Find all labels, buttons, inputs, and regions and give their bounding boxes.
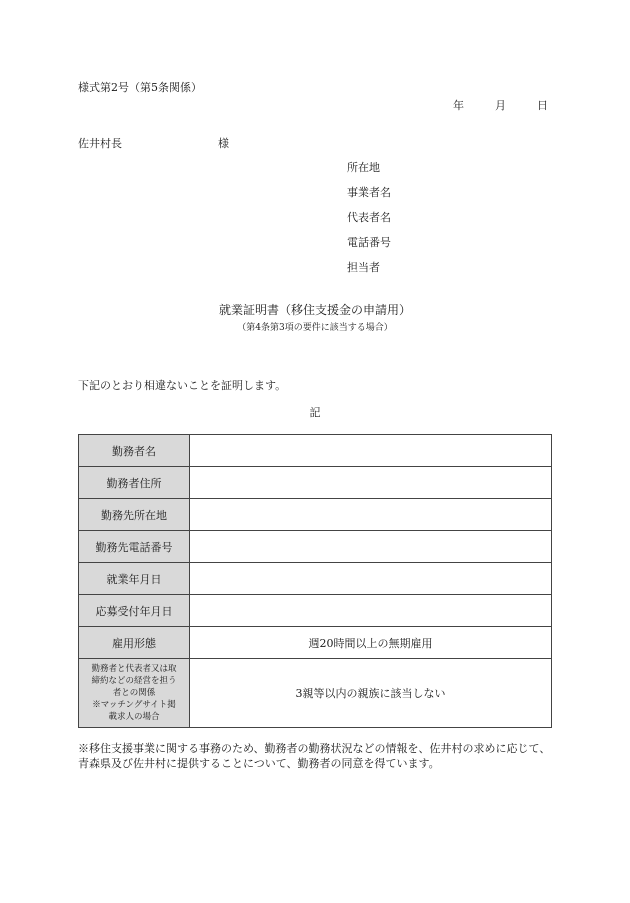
applicant-field-contact: 担当者: [347, 261, 380, 274]
row-label-worker-address: 勤務者住所: [79, 467, 190, 499]
row-value-worker-address: [190, 467, 552, 499]
applicant-field-address: 所在地: [347, 161, 380, 174]
addressee-honorific: 様: [218, 137, 229, 150]
row-value-workplace-phone: [190, 531, 552, 563]
row-value-worker-name: [190, 435, 552, 467]
row-label-workplace-location: 勤務先所在地: [79, 499, 190, 531]
row-label-application-date: 応募受付年月日: [79, 595, 190, 627]
date-month-label: 月: [495, 99, 506, 112]
certify-statement: 下記のとおり相違ないことを証明します。: [78, 379, 287, 392]
applicant-field-business-name: 事業者名: [347, 186, 391, 199]
row-label-worker-name: 勤務者名: [79, 435, 190, 467]
document-title: 就業証明書（移住支援金の申請用）: [218, 303, 411, 317]
relationship-label-line: ※マッチングサイト掲: [92, 700, 176, 710]
date-line: [453, 99, 548, 113]
applicant-field-phone: 電話番号: [347, 236, 391, 249]
row-label-relationship: [79, 659, 190, 728]
date-day-label: 日: [537, 99, 548, 112]
row-value-relationship: 3親等以内の親族に該当しない: [190, 659, 552, 728]
ki-heading: 記: [309, 406, 321, 419]
row-value-employment-date: [190, 563, 552, 595]
table-row: [79, 563, 552, 595]
date-year-label: 年: [453, 99, 464, 112]
document-subtitle: （第4条第3項の要件に該当する場合）: [237, 323, 393, 333]
addressee-name: 佐井村長: [78, 137, 122, 150]
relationship-label-line: 者との関係: [112, 688, 156, 698]
table-row: [79, 499, 552, 531]
row-label-employment-date: 就業年月日: [79, 563, 190, 595]
table-row: [79, 595, 552, 627]
certificate-table: [78, 434, 552, 728]
relationship-label-line: 載求人の場合: [108, 712, 160, 722]
table-row: [79, 435, 552, 467]
relationship-label-line: 勤務者と代表者又は取: [91, 664, 177, 674]
table-row: [79, 531, 552, 563]
row-label-workplace-phone: 勤務先電話番号: [79, 531, 190, 563]
row-value-employment-type: 週20時間以上の無期雇用: [190, 627, 552, 659]
applicant-field-representative: 代表者名: [347, 211, 391, 224]
addressee: [78, 137, 229, 151]
relationship-label-line: 締約などの経営を担う: [91, 676, 177, 686]
consent-footnote: ※移住支援事業に関する事務のため、勤務者の勤務状況などの情報を、佐井村の求めに応じて、青森県及び佐井村に提供することについて、勤務者の同意を得ています。: [78, 742, 551, 770]
table-row: [79, 627, 552, 659]
table-row: [79, 659, 552, 728]
row-value-application-date: [190, 595, 552, 627]
row-label-employment-type: 雇用形態: [79, 627, 190, 659]
row-value-workplace-location: [190, 499, 552, 531]
form-number: 様式第2号（第5条関係）: [78, 81, 202, 94]
table-row: [79, 467, 552, 499]
